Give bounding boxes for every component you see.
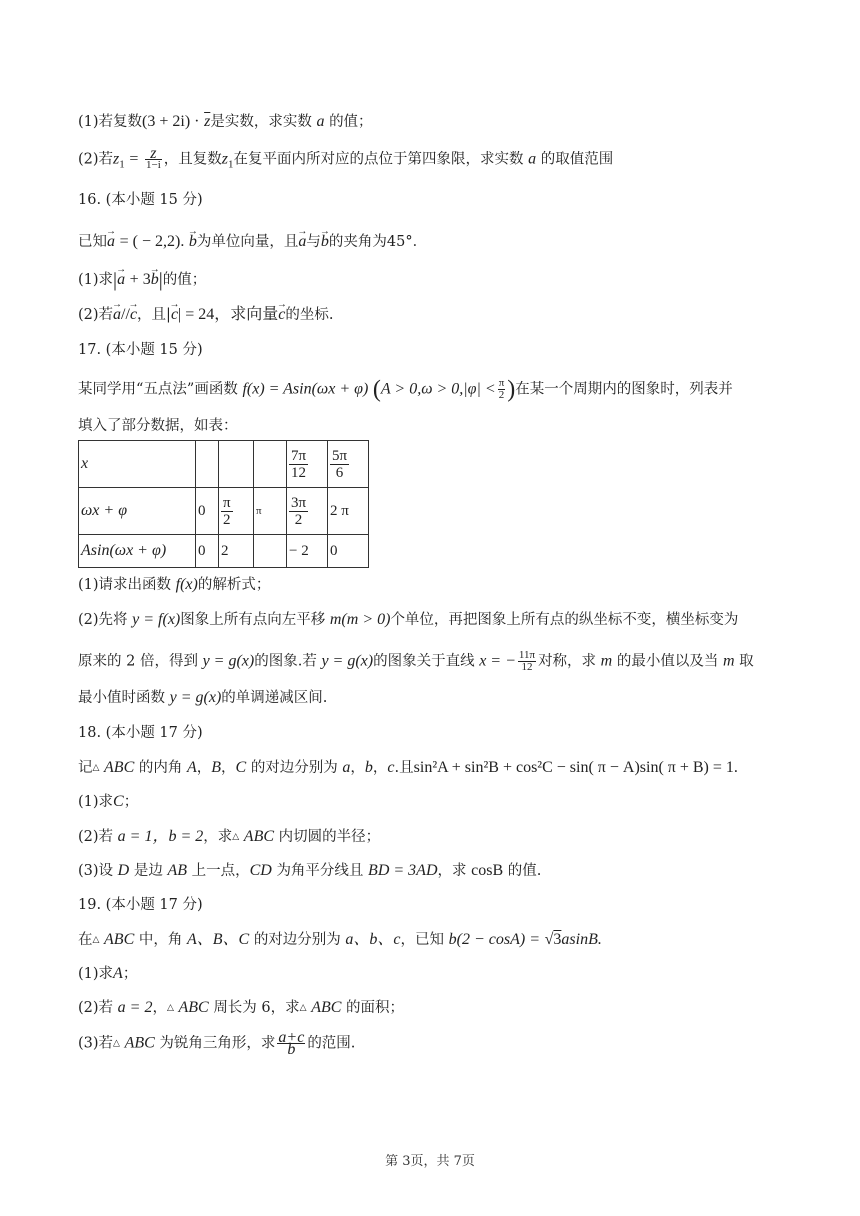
q17-stem-line2: 填入了部分数据，如表：: [78, 418, 238, 434]
q17-part2-line3: 最小值时函数 y = g(x)的单调递减区间.: [78, 689, 328, 706]
q17-part2-line2: 原来的 2 倍，得到 y = g(x)的图象.若 y = g(x)的图象关于直线 x = − $\frac{11\pi}{12}$ 对称，求 m 的最小值以及当 m 取: [78, 649, 754, 673]
q16-part2: (2)若→ a//→ c，且|→ c| = 24，求向量→ c的坐标.: [78, 305, 334, 325]
q16-part1: (1)求|→ a + 3→ b|的值；: [78, 270, 206, 290]
q18-stem: 记△ ABC 的内角 A，B，C 的对边分别为 a，b，c.且sin²A + sin²B + cos²C − sin( π − A)sin( π + B) = 1.: [78, 759, 738, 776]
q19-part2: (2)若 a = 2，△ ABC 周长为 6，求△ ABC 的面积；: [78, 999, 405, 1016]
table-fraction: $\frac{\pi}{2}$: [223, 494, 231, 528]
table-row: x $\frac{7\pi}{12}$ $\frac{5\pi}{6}$: [79, 441, 369, 488]
fraction-pi-over-2: $\frac{\pi}{2}$: [498, 377, 505, 401]
fraction-11pi-over-12: $\frac{11\pi}{12}$: [518, 649, 536, 673]
fraction-a-plus-c-over-b: $\frac{a+c}{b}$: [278, 1029, 305, 1058]
q19-header: 19. (本小题 17 分): [78, 897, 203, 913]
q19-stem: 在△ ABC 中，角 A、B、C 的对边分别为 a、b、c，已知 b(2 − cosA) = √3asinB.: [78, 931, 602, 948]
q17-stem-line1: 某同学用“五点法”画函数 f(x) = Asin(ωx + φ) (A > 0,ω > 0,|φ| < $\frac{\pi}{2}$ )在某一个周期内的图象时，列表并: [78, 376, 733, 403]
q15-part1: (1)若复数$(3 + 2i) \cdot \overline{z}$是实数，求实数 a 的值；: [78, 113, 373, 130]
q17-part2-line1: (2)先将 y = f(x)图象上所有点向左平移 m(m > 0)个单位，再把图象上所有点的纵坐标不变，横坐标变为: [78, 611, 739, 628]
q18-part1: (1)求C；: [78, 793, 139, 810]
q17-part1: (1)请求出函数 f(x)的解析式；: [78, 576, 271, 593]
table-row: Asin(ωx + φ) 0 2 − 2 0: [79, 535, 369, 568]
q18-part3: (3)设 D 是边 AB 上一点，CD 为角平分线且 BD = 3AD，求 cosB 的值.: [78, 862, 542, 879]
table-fraction: $\frac{7\pi}{12}$: [291, 447, 307, 481]
q18-part2: (2)若 a = 1，b = 2，求△ ABC 内切圆的半径；: [78, 828, 381, 845]
q19-part3: (3)若△ ABC 为锐角三角形，求 $\frac{a+c}{b}$ 的范围.: [78, 1029, 356, 1058]
q17-header: 17. (本小题 15 分): [78, 342, 203, 358]
fraction-z-over-1-minus-i: $\frac{z}{1-i}$: [146, 145, 161, 171]
table-fraction: $\frac{3\pi}{2}$: [291, 494, 307, 528]
table-row: ωx + φ 0 $\frac{\pi}{2}$ π $\frac{3\pi}{2}$ 2 π: [79, 488, 369, 535]
page-footer: 第 3页，共 7页: [385, 1154, 475, 1169]
table-fraction: $\frac{5\pi}{6}$: [332, 447, 348, 481]
sqrt-sign: √: [544, 931, 554, 948]
q16-stem: 已知→ a = ( − 2,2). → b为单位向量，且→ a与→ b的夹角为45°．: [78, 232, 427, 252]
q18-header: 18. (本小题 17 分): [78, 725, 203, 741]
q16-header: 16. (本小题 15 分): [78, 192, 203, 208]
q15-part2: (2)若$z_1$ = $\frac{z}{1-i}$ ，且复数$z_1$在复平面内所对应的点位于第四象限，求实数 a 的取值范围: [78, 145, 614, 171]
q19-part1: (1)求A；: [78, 965, 138, 982]
five-point-table: [78, 440, 369, 568]
